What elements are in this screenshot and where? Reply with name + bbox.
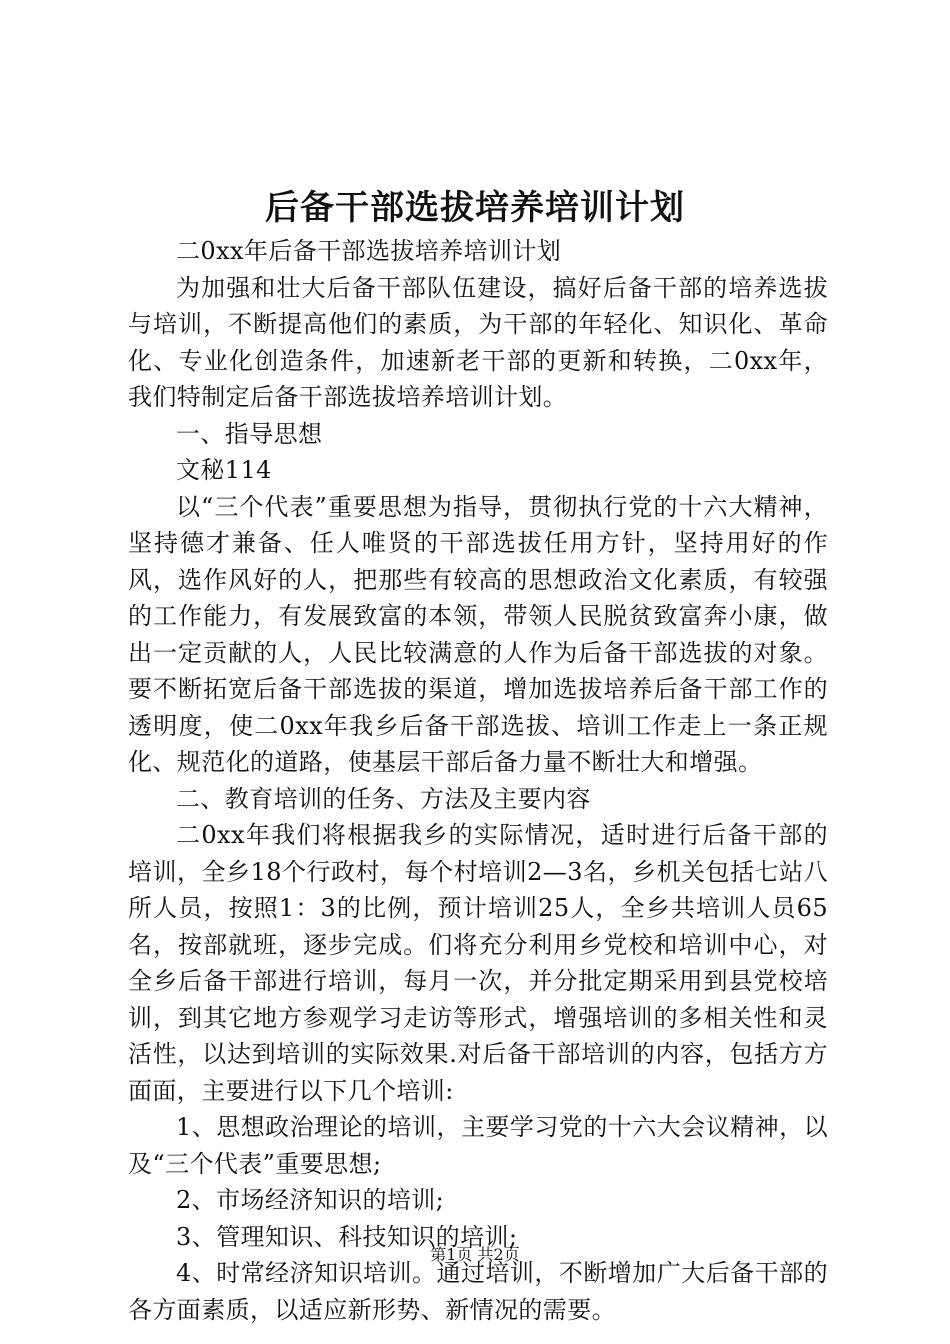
document-body (128, 233, 828, 1328)
subtitle-paragraph: 二0xx年后备干部选拔培养培训计划 (176, 237, 562, 265)
intro-paragraph: 为加强和壮大后备干部队伍建设，搞好后备干部的培养选拔与培训，不断提高他们的素质，为干部的年轻化、知识化、革命化、专业化创造条件，加速新老干部的更新和转换，二0xx年，我们特制定后备干部选拔培养培训计划。 (128, 273, 828, 411)
training-item-2: 2、市场经济知识的培训; (176, 1186, 445, 1214)
document-title: 后备干部选拔培养培训计划 (265, 188, 685, 228)
page-footer: 第1页 共2页 (430, 1245, 520, 1264)
section-heading-guiding-ideology: 一、指导思想 (176, 419, 323, 448)
training-plan-paragraph: 二0xx年我们将根据我乡的实际情况，适时进行后备干部的培训，全乡18个行政村，每个村培训2—3名，乡机关包括七站八所人员，按照1：3的比例，预计培训25人，全乡共培训人员65名，按部就班，逐步完成。们将充分利用乡党校和培训中心，对全乡后备干部进行培训，每月一次，并分批定期采用到县党校培训，到其它地方参观学习走访等形式，增强培训的多相关性和灵活性，以达到培训的实际效果.对后备干部培训的内容，包括方方面面，主要进行以下几个培训: (128, 821, 828, 1105)
training-item-1: 1、思想政治理论的培训，主要学习党的十六大会议精神，以及“三个代表”重要思想; (128, 1113, 828, 1178)
guiding-ideology-paragraph: 以“三个代表”重要思想为指导，贯彻执行党的十六大精神，坚持德才兼备、任人唯贤的干部选拔任用方针，坚持用好的作风，选作风好的人，把那些有较高的思想政治文化素质，有较强的工作能力，有发展致富的本领，带领人民脱贫致富奔小康，做出一定贡献的人，人民比较满意的人作为后备干部选拔的对象。要不断拓宽后备干部选拔的渠道，增加选拔培养后备干部工作的透明度，使二0xx年我乡后备干部选拔、培训工作走上一条正规化、规范化的道路，使基层干部后备力量不断壮大和增强。 (128, 492, 828, 776)
source-label: 文秘114 (176, 456, 272, 484)
training-item-4: 4、时常经济知识培训。通过培训，不断增加广大后备干部的各方面素质，以适应新形势、新情况的需要。 (128, 1259, 828, 1324)
section-heading-training-tasks: 二、教育培训的任务、方法及主要内容 (176, 784, 591, 813)
training-item-3: 3、管理知识、科技知识的培训; (176, 1222, 518, 1251)
